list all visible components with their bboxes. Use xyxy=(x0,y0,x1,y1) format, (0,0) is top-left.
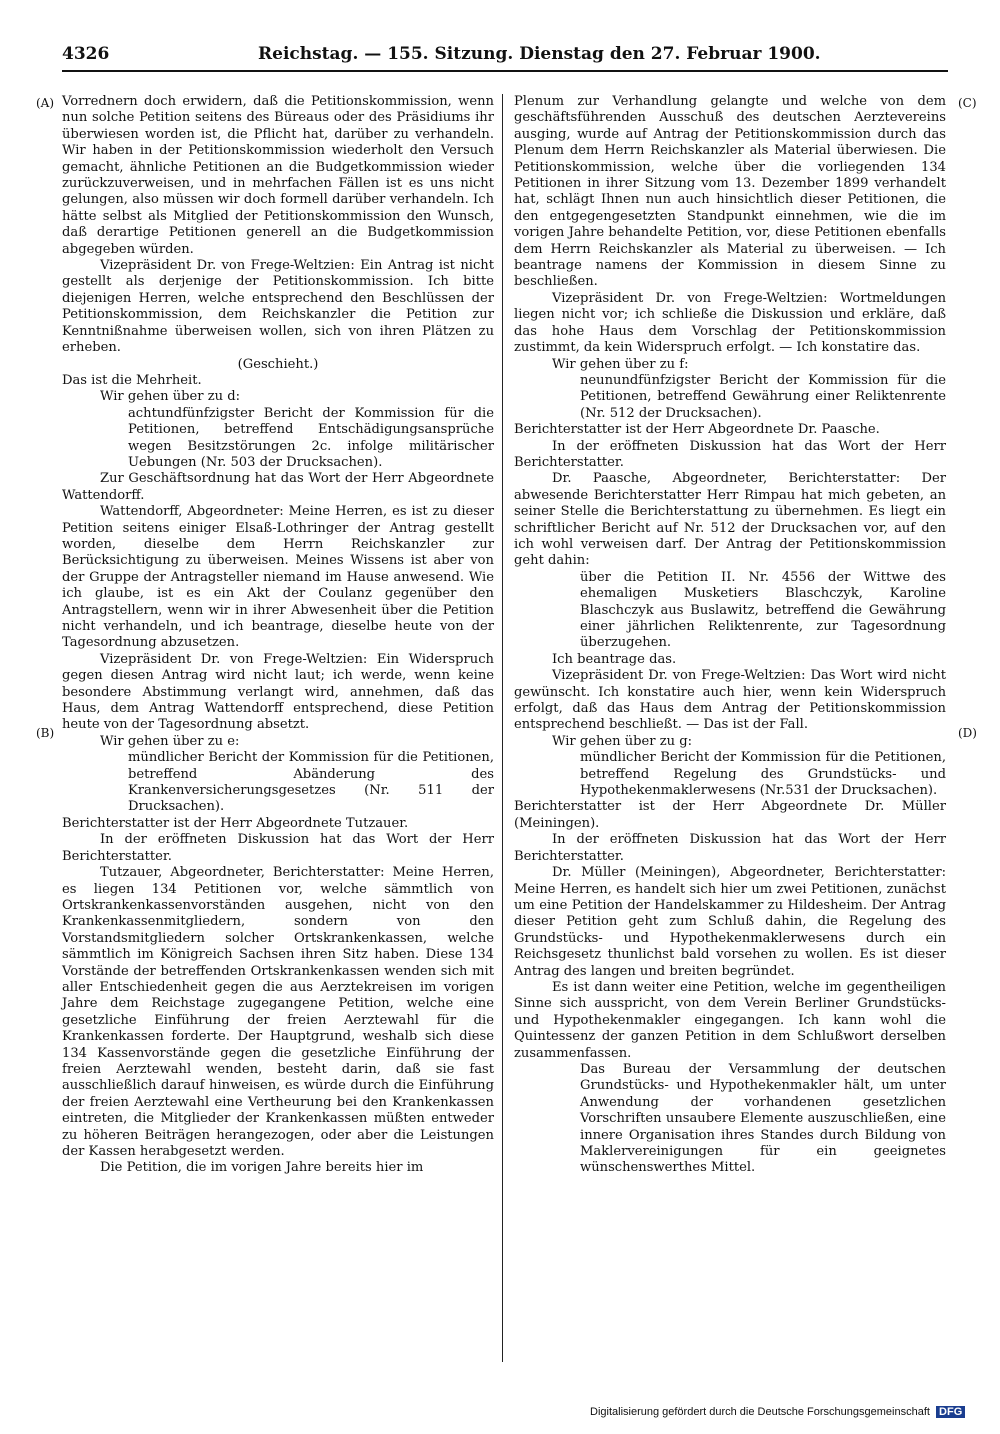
paragraph: Wir gehen über zu f: xyxy=(552,356,689,372)
speech-paragraph: Dr. Paasche, Abgeordneter, Berichterstatter: Der abwesende Berichterstatter Herr Rimpau hat mich gebeten, an seiner Stelle die Berichterstattung zu übernehmen. Es liegt ein schriftlicher Bericht auf Nr. 512 der Drucksachen vor, auf den ich wohl verweisen darf. Der Antrag der Petitionskommission geht dahin: xyxy=(514,471,946,569)
stage-direction: (Geschieht.) xyxy=(237,356,319,372)
paragraph: Die Petition, die im vorigen Jahre bereits hier im xyxy=(100,1160,424,1176)
speech-paragraph: Dr. Müller (Meiningen), Abgeordneter, Berichterstatter: Meine Herren, es handelt sich hier um zwei Petitionen, zunächst um eine Petition der Handelskammer zu Hildesheim. Der Antrag dieser Petition geht zum Schluß dahin, die Regelung des Grundstücks- und Hypothekenmaklerwesens durch ein Reichsgesetz thunlichst bald vorsehen zu wollen. Es ist dieser Antrag des langen und breiten begründet. xyxy=(514,865,946,979)
paragraph: In der eröffneten Diskussion hat das Wort der Herr Berichterstatter. xyxy=(62,832,494,864)
speech-paragraph: Tutzauer, Abgeordneter, Berichterstatter: Meine Herren, es liegen 134 Petitionen vor, welche sämmtlich von Ortskrankenkassenvorständen ausgehen, nicht von den Krankenkassenmitgliedern, sondern von den Vorstandsmitgliedern solcher Ortskrankenkassen, welche sämmtlich im Königreich Sachsen ihren Sitz haben. Diese 134 Vorstände der betreffenden Ortskrankenkassen wenden sich mit aller Entschiedenheit gegen die aus Aerztekreisen im vorigen Jahre dem Reichstage zugegangene Petition, welche eine gesetzliche Einführung der freien Aerztewahl für die Krankenkassen forderte. Der Hauptgrund, weshalb sich diese 134 Kassenvorstände gegen die gesetzliche Einführung der freien Aerztewahl wenden, besteht darin, daß sie fast ausschließlich darauf hinweisen, es würde durch die Einführung der freien Aerztewahl eine Vertheurung bei den Krankenkassen eintreten, die Mitglieder der Krankenkassen müßten entweder zu höheren Beiträgen herangezogen, oder aber die Leistungen der Kassen herabgesetzt werden. xyxy=(62,865,494,1159)
margin-letter-b: (B) xyxy=(36,726,55,740)
paragraph: Wir gehen über zu g: xyxy=(552,733,693,749)
paragraph: Plenum zur Verhandlung gelangte und welche von dem geschäftsführenden Ausschuß des deutschen Aerztevereins ausging, wurde auf Antrag der Petitionskommission durch das Plenum dem Herrn Reichskanzler als Material überwiesen. Die Petitionskommission, welche über die vorliegenden 134 Petitionen in ihrer Sitzung vom 13. Dezember 1899 verhandelt hat, schlägt Ihnen nun auch hinsichtlich dieser Petitionen, die den entgegengesetzten Standpunkt einnehmen, wie die im vorigen Jahre behandelte Petition, vor, diese Petitionen ebenfalls dem Herrn Reichskanzler als Material zu überweisen. — Ich beantrage namens der Kommission in diesem Sinne zu beschließen. xyxy=(514,94,946,290)
speech-paragraph: Wattendorff, Abgeordneter: Meine Herren, es ist zu dieser Petition seitens einiger Elsaß-Lothringer der Antrag gestellt worden, dieselbe dem Herrn Reichskanzler zur Berücksichtigung zu überweisen. Meines Wissens ist aber von der Gruppe der Antragsteller niemand im Hause anwesend. Wie ich glaube, ist es ein Akt der Coulanz gegenüber den Antragstellern, wenn wir in ihrer Abwesenheit über die Petition nicht verhandeln, und ich beantrage, dieselbe heute von der Tagesordnung abzusetzen. xyxy=(62,504,494,651)
paragraph: Das ist die Mehrheit. xyxy=(62,372,202,388)
dfg-logo: DFG xyxy=(936,1406,965,1418)
agenda-item: achtundfünfzigster Bericht der Kommission für die Petitionen, betreffend Entschädigungsansprüche wegen Besitzstörungen 2c. infolge militärischer Uebungen (Nr. 503 der Drucksachen). xyxy=(128,405,494,470)
paragraph: In der eröffneten Diskussion hat das Wort der Herr Berichterstatter. xyxy=(514,438,946,470)
credit-text: Digitalisierung gefördert durch die Deutsche Forschungsgemeinschaft xyxy=(590,1406,930,1418)
paragraph: Zur Geschäftsordnung hat das Wort der Herr Abgeordnete Wattendorff. xyxy=(62,471,494,503)
digitization-credit xyxy=(590,1406,965,1418)
column-divider xyxy=(502,94,503,1362)
paragraph: Berichterstatter ist der Herr Abgeordnete Dr. Müller (Meiningen). xyxy=(514,799,946,831)
margin-letter-d: (D) xyxy=(958,726,977,740)
speech-paragraph: Vizepräsident Dr. von Frege-Weltzien: Das Wort wird nicht gewünscht. Ich konstatire auch hier, wenn kein Widerspruch erfolgt, daß das Haus dem Antrag der Petitionskommission entsprechend beschließt. — Das ist der Fall. xyxy=(514,668,946,733)
running-title: Reichstag. — 155. Sitzung. Dienstag den 27. Februar 1900. xyxy=(258,44,821,64)
speech-paragraph: Vizepräsident Dr. von Frege-Weltzien: Wortmeldungen liegen nicht vor; ich schließe die Diskussion und erkläre, daß das hohe Haus dem Vorschlag der Petitionskommission zustimmt, da kein Widerspruch erfolgt. — Ich konstatire das. xyxy=(514,290,946,356)
paragraph: Berichterstatter ist der Herr Abgeordnete Dr. Paasche. xyxy=(514,422,880,438)
left-column xyxy=(62,94,494,1177)
quoted-petition: Das Bureau der Versammlung der deutschen Grundstücks- und Hypothekenmakler hält, um unter Anwendung der vorhandenen gesetzlichen Vorschriften unsaubere Elemente auszuschließen, eine innere Organisation ihres Standes durch Bildung von Maklervereinigungen für ein geeignetes wünschenswerthes Mittel. xyxy=(580,1061,946,1176)
page-header xyxy=(62,44,948,70)
paragraph: Es ist dann weiter eine Petition, welche im gegentheiligen Sinne sich ausspricht, von dem Verein Berliner Grundstücks- und Hypothekenmakler eingegangen. Ich kann wohl die Quintessenz der ganzen Petition in dem Schlußwort derselben zusammenfassen. xyxy=(514,979,946,1061)
agenda-item: neunundfünfzigster Bericht der Kommission für die Petitionen, betreffend Gewährung einer Reliktenrente (Nr. 512 der Drucksachen). xyxy=(580,372,946,421)
paragraph: Vorrednern doch erwidern, daß die Petitionskommission, wenn nun solche Petition seitens des Büreaus oder des Präsidiums ihr überwiesen worden ist, die Pflicht hat, darüber zu verhandeln. Wir haben in der Petitionskommission wiederholt den Versuch gemacht, ähnliche Petitionen an die Budgetkommission wieder zurückzuverweisen, und in mehrfachen Fällen ist es uns nicht gelungen, also müssen wir doch formell darüber verhandeln. Ich hätte selbst als Mitglied der Petitionskommission den Wunsch, daß derartige Petitionen generell an die Budgetkommission abgegeben würden. xyxy=(62,94,494,257)
right-column xyxy=(514,94,946,1177)
header-rule xyxy=(62,70,948,72)
margin-letter-a: (A) xyxy=(36,96,55,110)
agenda-item: mündlicher Bericht der Kommission für die Petitionen, betreffend Regelung des Grundstücks- und Hypothekenmaklerwesens (Nr.531 der Drucksachen). xyxy=(580,750,946,799)
paragraph: Wir gehen über zu e: xyxy=(100,733,240,749)
paragraph: In der eröffneten Diskussion hat das Wort der Herr Berichterstatter. xyxy=(514,832,946,864)
paragraph: Ich beantrage das. xyxy=(552,651,677,667)
motion-text: über die Petition II. Nr. 4556 der Wittwe des ehemaligen Musketiers Blaschczyk, Karoline Blaschczyk aus Buslawitz, betreffend die Gewährung einer jährlichen Reliktenrente, zur Tagesordnung überzugehen. xyxy=(580,569,946,651)
page-number: 4326 xyxy=(62,44,110,64)
agenda-item: mündlicher Bericht der Kommission für die Petitionen, betreffend Abänderung des Krankenversicherungsgesetzes (Nr. 511 der Drucksachen). xyxy=(128,750,494,815)
paragraph: Wir gehen über zu d: xyxy=(100,389,241,405)
margin-letter-c: (C) xyxy=(958,96,977,110)
speech-paragraph: Vizepräsident Dr. von Frege-Weltzien: Ein Widerspruch gegen diesen Antrag wird nicht laut; ich werde, wenn keine besondere Abstimmung verlangt wird, annehmen, daß das Haus, dem Antrag Wattendorff entsprechend, diese Petition heute von der Tagesordnung absetzt. xyxy=(62,651,494,733)
speech-paragraph: Vizepräsident Dr. von Frege-Weltzien: Ein Antrag ist nicht gestellt als derjenige der Petitionskommission. Ich bitte diejenigen Herren, welche entsprechend den Beschlüssen der Petitionskommission, dem Reichskanzler die Petition zur Kenntnißnahme überweisen wollen, sich von ihren Plätzen zu erheben. xyxy=(62,258,494,356)
paragraph: Berichterstatter ist der Herr Abgeordnete Tutzauer. xyxy=(62,815,409,831)
